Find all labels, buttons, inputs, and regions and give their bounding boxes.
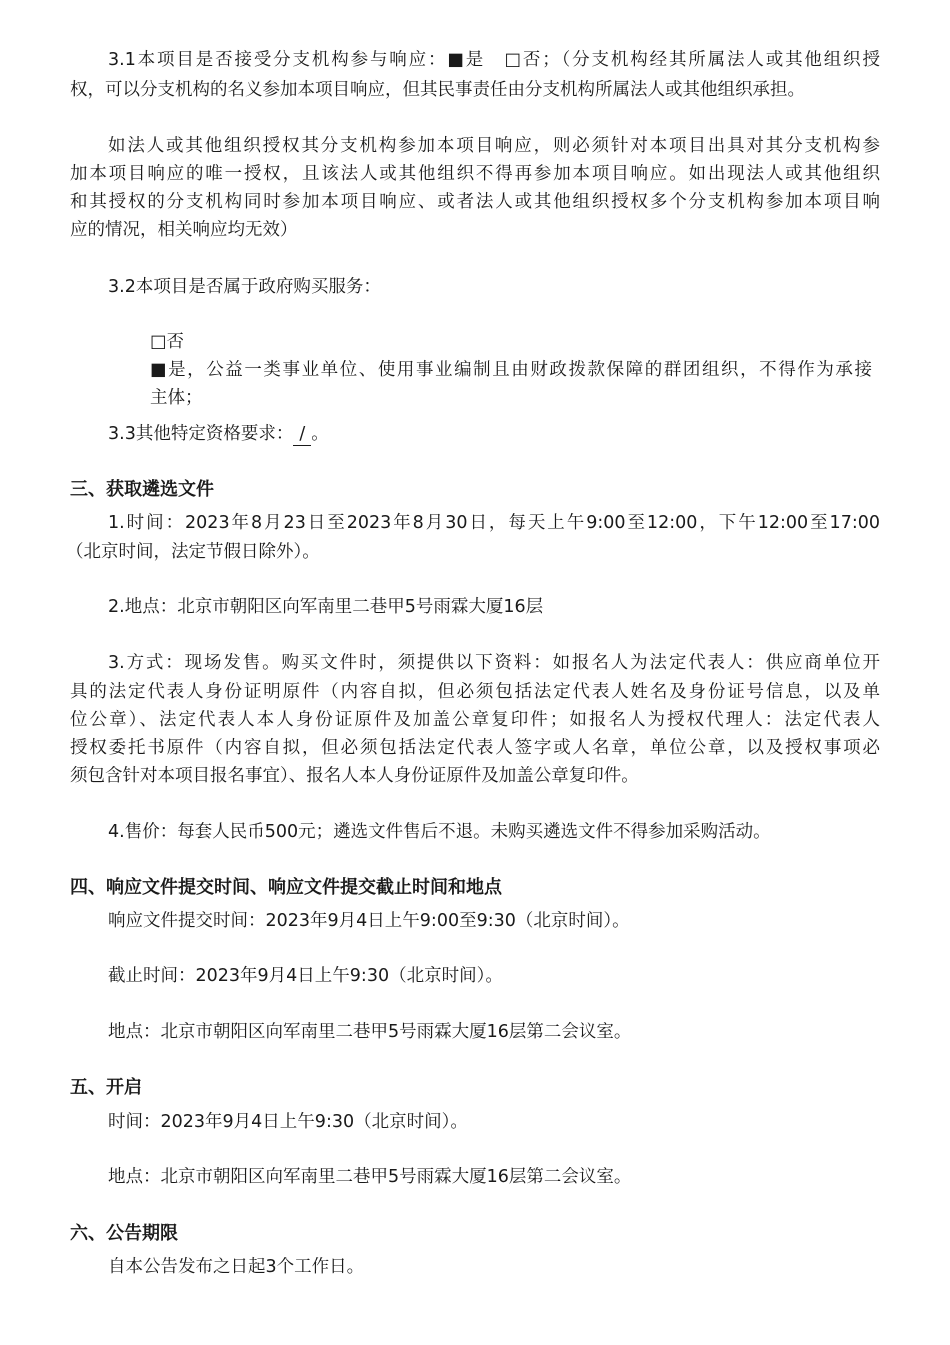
branch-acceptance-line2: 权，可以分支机构的名义参加本项目响应，但其民事责任由分支机构所属法人或其他组织承担。	[70, 80, 805, 100]
submission-time: 响应文件提交时间：2023年9月4日上午9:00至9:30（北京时间）。	[108, 911, 630, 931]
branch-authorization-line4: 应的情况，相关响应均无效）	[70, 220, 298, 240]
obtain-method-line3: 位公章）、法定代表人本人身份证原件及加盖公章复印件；如报名人为授权代理人：法定代表人	[70, 710, 880, 730]
gov-purchase-option-yes-line1: ■是，公益一类事业单位、使用事业编制且由财政拨款保障的群团组织，不得作为承接	[150, 360, 872, 380]
obtain-method-line2: 具的法定代表人身份证明原件（内容自拟，但必须包括法定代表人姓名及身份证号信息，以及单	[70, 682, 880, 702]
submission-deadline: 截止时间：2023年9月4日上午9:30（北京时间）。	[108, 966, 503, 986]
opening-time: 时间：2023年9月4日上午9:30（北京时间）。	[108, 1112, 468, 1132]
gov-purchase-option-no: □否	[150, 332, 185, 352]
other-requirements-label: 3.3其他特定资格要求：	[108, 424, 294, 444]
obtain-time-line1: 1.时间：2023年8月23日至2023年8月30日，每天上午9:00至12:00，下午12:00至17:00	[108, 513, 880, 533]
heading-submission: 四、响应文件提交时间、响应文件提交截止时间和地点	[70, 877, 502, 898]
obtain-method-line1: 3.方式：现场发售。购买文件时，须提供以下资料：如报名人为法定代表人：供应商单位开	[108, 653, 880, 673]
gov-purchase-option-yes-line2: 主体；	[150, 388, 203, 408]
obtain-time-line2: （北京时间，法定节假日除外）。	[66, 542, 320, 562]
branch-authorization-line1: 如法人或其他组织授权其分支机构参加本项目响应，则必须针对本项目出具对其分支机构参	[108, 136, 880, 156]
branch-authorization-line3: 和其授权的分支机构同时参加本项目响应、或者法人或其他组织授权多个分支机构参加本项目响	[70, 192, 880, 212]
other-requirements-end: 。	[311, 424, 329, 444]
obtain-method-line4: 授权委托书原件（内容自拟，但必须包括法定代表人签字或人名章，单位公章，以及授权事项必	[70, 738, 880, 758]
submission-place: 地点：北京市朝阳区向军南里二巷甲5号雨霖大厦16层第二会议室。	[108, 1022, 632, 1042]
heading-opening: 五、开启	[70, 1077, 142, 1098]
heading-obtain-documents: 三、获取遴选文件	[70, 479, 214, 500]
opening-place: 地点：北京市朝阳区向军南里二巷甲5号雨霖大厦16层第二会议室。	[108, 1167, 632, 1187]
notice-period-text: 自本公告发布之日起3个工作日。	[108, 1257, 365, 1277]
gov-purchase-label: 3.2本项目是否属于政府购买服务：	[108, 277, 381, 297]
obtain-price: 4.售价：每套人民币500元；遴选文件售后不退。未购买遴选文件不得参加采购活动。	[108, 822, 771, 842]
branch-acceptance-line1: 3.1本项目是否接受分支机构参与响应：■是 □否；（分支机构经其所属法人或其他组织授	[108, 50, 880, 70]
heading-notice-period: 六、公告期限	[70, 1223, 178, 1244]
other-requirements-value: /	[293, 423, 311, 446]
other-requirements	[108, 420, 329, 448]
obtain-method-line5: 须包含针对本项目报名事宜）、报名人本人身份证原件及加盖公章复印件。	[70, 766, 639, 786]
obtain-place: 2.地点：北京市朝阳区向军南里二巷甲5号雨霖大厦16层	[108, 597, 544, 617]
branch-authorization-line2: 加本项目响应的唯一授权，且该法人或其他组织不得再参加本项目响应。如出现法人或其他组织	[70, 164, 880, 184]
